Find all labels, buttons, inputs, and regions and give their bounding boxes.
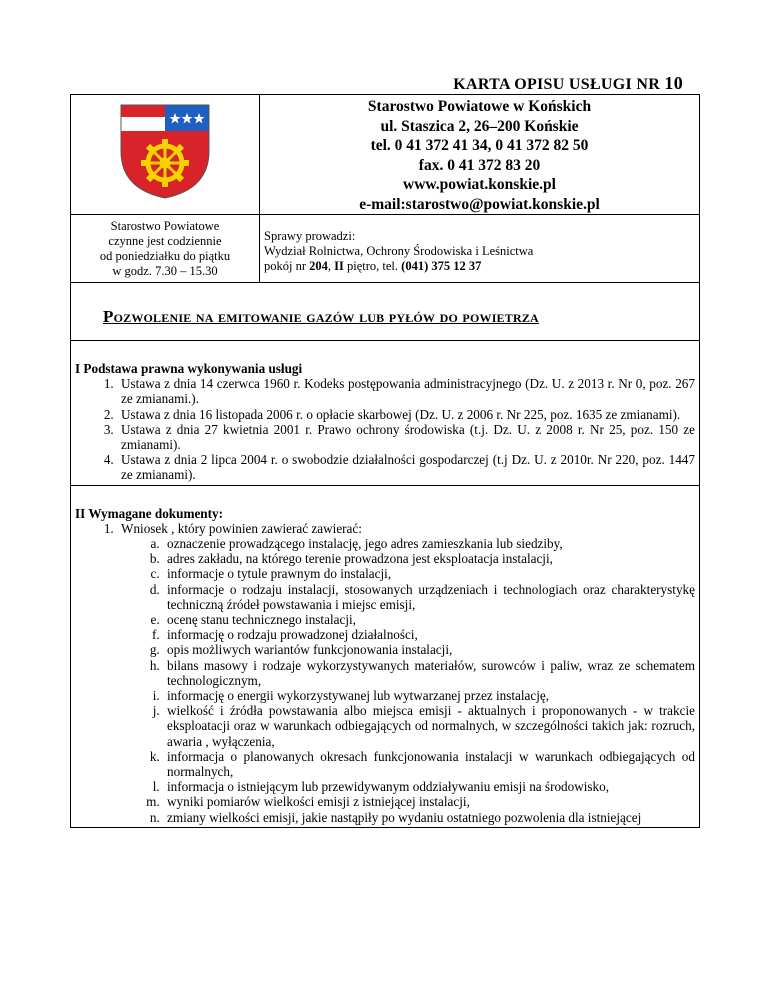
section-title: II Wymagane dokumenty: — [75, 505, 224, 521]
list-item: 3. Ustawa z dnia 27 kwietnia 2001 r. Prawo ochrony środowiska (t.j. Dz. U. z 2008 r. Nr 25, poz. 150 ze zmianami). — [117, 422, 695, 452]
hours-line: Starostwo Powiatowe — [110, 219, 220, 233]
office-name: Starostwo Powiatowe w Końskich — [367, 98, 592, 115]
contact-info — [260, 215, 700, 283]
documents-list — [75, 521, 695, 825]
list-item: 2. Ustawa z dnia 16 listopada 2006 r. o opłacie skarbowej (Dz. U. z 2006 r. Nr 225, poz. 1635 ze zmianami). — [117, 407, 695, 422]
list-item: 1. Ustawa z dnia 14 czerwca 1960 r. Kodeks postępowania administracyjnego (Dz. U. z 2013 r. Nr 0, poz. 267 ze zmianami.). — [117, 376, 695, 406]
list-item: k. informacja o planowanych okresach funkcjonowania instalacji w warunkach odbiegających od normalnych, — [163, 749, 695, 779]
card-number: 10 — [664, 73, 683, 93]
list-item: e. ocenę stanu technicznego instalacji, — [163, 612, 695, 627]
list-item: h. bilans masowy i rodzaje wykorzystywanych materiałów, surowców i paliw, wraz ze schematem technologicznym, — [163, 658, 695, 688]
list-item: m. wyniki pomiarów wielkości emisji z istniejącej instalacji, — [163, 794, 695, 809]
list-item: b. adres zakładu, na którego terenie prowadzona jest eksploatacja instalacji, — [163, 551, 695, 566]
list-item: i. informację o energii wykorzystywanej lub wytwarzanej przez instalację, — [163, 688, 695, 703]
service-heading: Pozwolenie na emitowanie gazów lub pyłów do powietrza — [71, 283, 700, 341]
office-address: ul. Staszica 2, 26–200 Końskie — [380, 117, 579, 135]
contact-room-line — [264, 259, 695, 274]
room-number: 204 — [309, 259, 328, 273]
legal-basis-section — [71, 341, 700, 486]
list-item: 4. Ustawa z dnia 2 lipca 2004 r. o swobodzie działalności gospodarczej (t.j Dz. U. z 2010r. Nr 220, poz. 1447 ze zmianami). — [117, 452, 695, 482]
opening-hours — [71, 215, 260, 283]
hours-line: w godz. 7.30 – 15.30 — [112, 264, 218, 278]
list-item — [117, 521, 695, 825]
list-item: g. opis możliwych wariantów funkcjonowania instalacji, — [163, 642, 695, 657]
floor-suffix: piętro, tel. — [343, 259, 402, 273]
contact-phone: (041) 375 12 37 — [401, 259, 482, 273]
list-item: n. zmiany wielkości emisji, jakie nastąpiły po wydaniu ostatniego pozwolenia dla istniejącej — [163, 810, 695, 825]
coat-of-arms-icon — [117, 101, 213, 201]
hours-line: od poniedziałku do piątku — [99, 249, 231, 263]
legal-basis-list — [75, 376, 695, 482]
card-title-text: KARTA OPISU USŁUGI NR — [453, 76, 661, 93]
office-email-link[interactable]: e-mail:starostwo@powiat.konskie.pl — [359, 195, 600, 213]
list-item: d. informacje o rodzaju instalacji, stosowanych urządzeniach i technologiach oraz charakterystykę techniczną źródeł powstawania i miejsc emisji, — [163, 582, 695, 612]
office-header — [260, 95, 700, 215]
office-www-link[interactable]: www.powiat.konskie.pl — [403, 176, 556, 193]
required-documents-section — [71, 485, 700, 827]
floor-number: II — [334, 259, 344, 273]
room-prefix: pokój nr — [264, 259, 310, 273]
floor-separator: , — [327, 259, 335, 273]
list-item: a. oznaczenie prowadzącego instalację, jego adres zamieszkania lub siedziby, — [163, 536, 695, 551]
office-fax: fax. 0 41 372 83 20 — [418, 156, 541, 174]
list-item: f. informację o rodzaju prowadzonej działalności, — [163, 627, 695, 642]
list-item: j. wielkość i źródła powstawania albo miejsca emisji - aktualnych i proponowanych - w trakcie eksploatacji oraz w warunkach odbiegających od normalnych, w szczególności takich jak: rozruch, awaria , wyłączenia, — [163, 703, 695, 749]
contact-department: Wydział Rolnictwa, Ochrony Środowiska i Leśnictwa — [264, 244, 534, 258]
contact-label: Sprawy prowadzi: — [264, 229, 356, 243]
logo-cell — [71, 95, 260, 215]
section-title: I Podstawa prawna wykonywania usługi — [75, 361, 303, 376]
list-item: c. informacje o tytule prawnym do instalacji, — [163, 566, 695, 581]
service-card-table — [70, 94, 700, 828]
application-contents-list — [121, 536, 695, 825]
office-phone: tel. 0 41 372 41 34, 0 41 372 82 50 — [370, 137, 589, 154]
hours-line: czynne jest codziennie — [108, 234, 222, 248]
list-item: l. informacja o istniejącym lub przewidywanym oddziaływaniu emisji na środowisko, — [163, 779, 695, 794]
list-item-text: Wniosek , który powinien zawierać zawierać: — [121, 520, 362, 536]
card-title — [453, 73, 683, 94]
